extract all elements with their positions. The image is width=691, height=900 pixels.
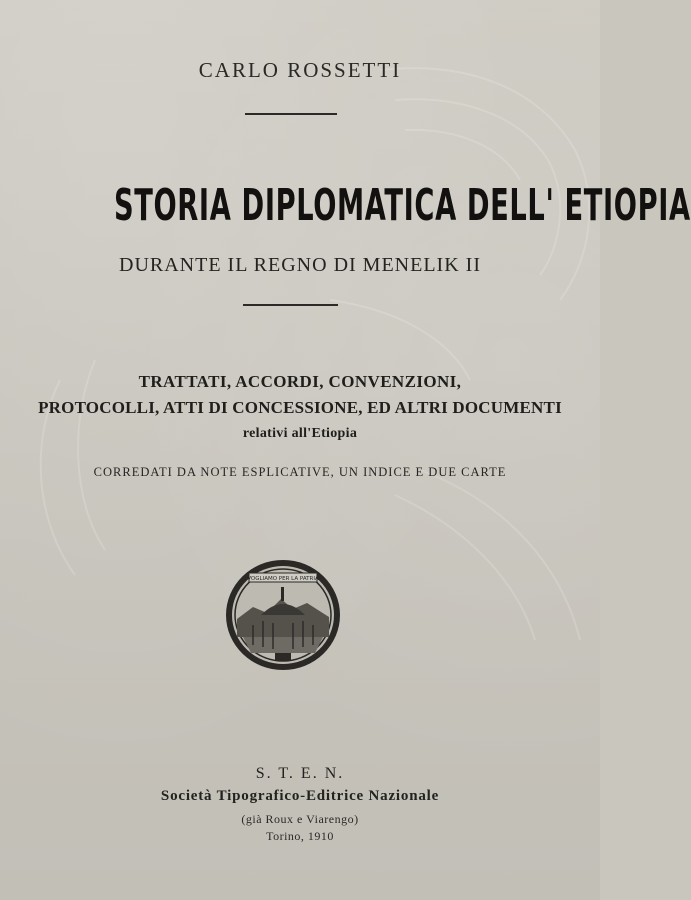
seal-motto: VOGLIAMO PER LA PATRIA [247,576,319,582]
publisher-name: Società Tipografico-Editrice Nazionale [160,788,440,804]
description-line: relativi all'Etiopia [242,426,358,441]
publisher-previous-name: (già Roux e Viarengo) [241,812,359,826]
book-subtitle: DURANTE IL REGNO DI MENELIK II [119,254,481,276]
publisher-abbreviation: S. T. E. N. [255,765,345,782]
divider-rule [245,113,337,115]
description-line: CORREDATI DA NOTE ESPLICATIVE, UN INDICE E DUE CARTE [93,465,507,479]
author-name: CARLO ROSSETTI [198,58,402,82]
description-line: TRATTATI, ACCORDI, CONVENZIONI, [138,372,462,391]
description-line: PROTOCOLLI, ATTI DI CONCESSIONE, ED ALTRI DOCUMENTI [38,398,562,417]
publisher-seal-icon [223,557,343,673]
divider-rule [243,304,338,306]
publication-place-year: Torino, 1910 [266,829,334,843]
book-title: STORIA DIPLOMATICA DELL' ETIOPIA [114,180,691,231]
